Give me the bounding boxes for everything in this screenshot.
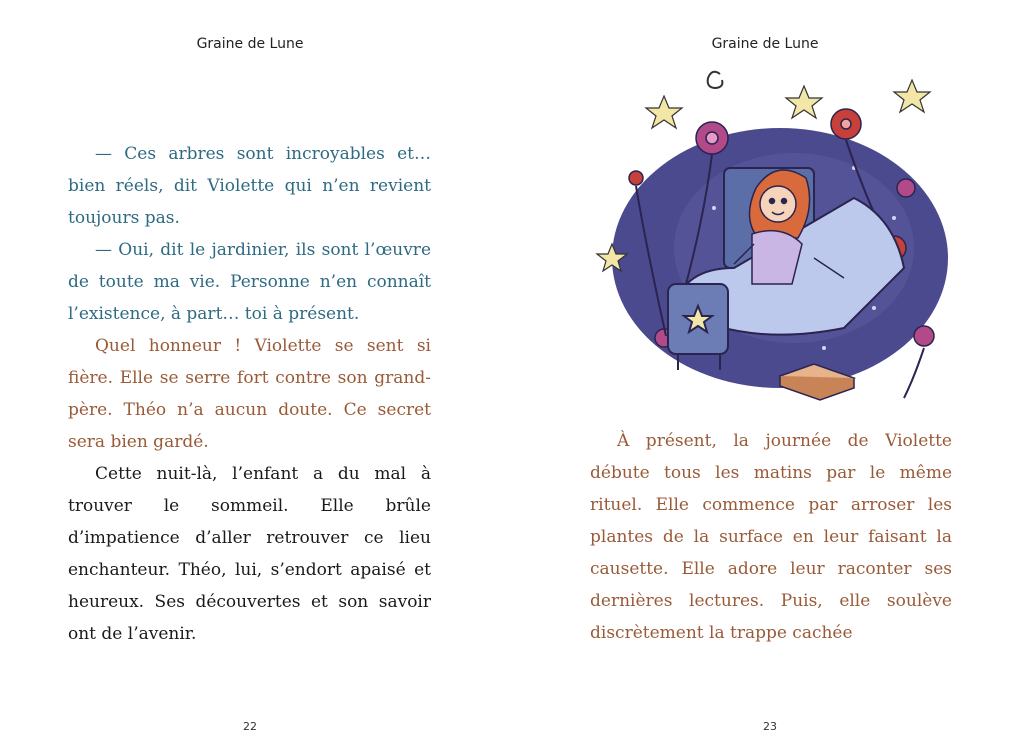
girl-in-bed-illustration [594,58,966,414]
paragraph: — Ces arbres sont incroyables et… bien réels, dit Violette qui n’en revient toujours pas. [68,144,431,228]
paragraph: Quel honneur ! Violette se sent si fière. Elle se serre fort contre son grand-père. Théo n’a aucun doute. Ce secret sera bien gardé. [68,336,431,452]
star-icon [646,96,682,128]
swirl-icon [708,72,723,88]
right-page-text [590,425,952,649]
right-page [510,0,1020,756]
paragraph: — Oui, dit le jardinier, ils sont l’œuvre de toute ma vie. Personne n’en connaît l’existence, à part… toi à présent. [68,240,431,324]
page-number: 23 [763,720,777,733]
left-page-text [68,138,431,650]
paragraph: Cette nuit-là, l’enfant a du mal à trouver le sommeil. Elle brûle d’impatience d’aller retrouver ce lieu enchanteur. Théo, lui, s’endort apaisé et heureux. Ses découvertes et son savoir ont de l’avenir. [68,464,431,644]
illustration-svg [594,58,966,414]
running-header: Graine de Lune [711,36,819,52]
running-header: Graine de Lune [196,36,304,52]
star-icon [786,86,822,118]
page-number: 22 [243,720,257,733]
paragraph: À présent, la journée de Violette débute tous les matins par le même rituel. Elle commence par arroser les plantes de la surface en leur faisant la causette. Elle adore leur raconter ses dernières lectures. Puis, elle soulève discrètement la trappe cachée [590,431,952,643]
star-icon [894,80,930,112]
